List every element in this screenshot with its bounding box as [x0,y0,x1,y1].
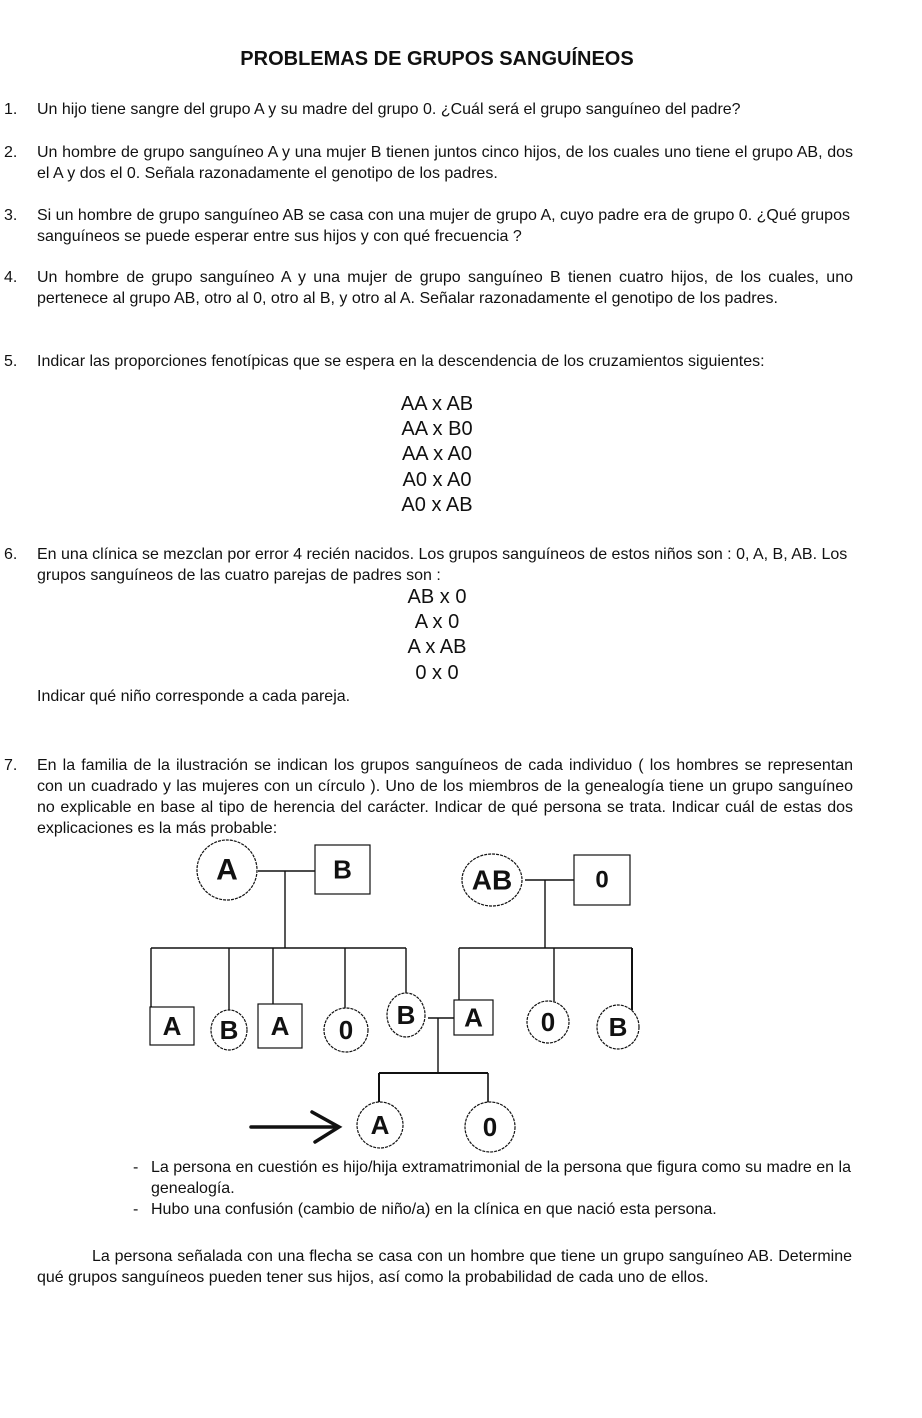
problem-number: 4. [4,269,18,286]
female-node-g1-f2 [462,854,522,906]
female-node-g3-2 [465,1102,515,1152]
cross-item: AA x A0 [401,443,473,466]
blood-group-label: A [162,1011,182,1041]
female-node-g2-5 [387,993,425,1037]
problem-number: 7. [4,757,18,774]
couple-item: AB x 0 [407,586,467,608]
problem-text: En la familia de la ilustración se indican los grupos sanguíneos de cada individuo ( los hombres se representan con un cuadrado y las mujeres con un círculo ). Uno de los miembros de la genealogía tiene un grupo sanguíneo no explicable en base al tipo de herencia del carácter. Indicar de qué persona se trata. Indicar cuál de estas dos explicaciones es la más probable: [37,757,853,837]
male-node-g1-m1 [315,845,370,894]
couple-item: A x 0 [414,611,460,634]
blood-group-label: A [464,1002,483,1033]
blood-group-label: 0 [595,866,609,894]
problem-text: Un hombre de grupo sanguíneo A y una mujer B tienen juntos cinco hijos, de los cuales uno tiene el grupo AB, dos el A y dos el 0. Señala razonadamente el genotipo de los padres. [37,144,853,182]
blood-group-label: 0 [540,1007,556,1037]
dash-icon: - [133,1159,139,1176]
blood-group-label: B [219,1015,239,1045]
problem-6-closing: Indicar qué niño corresponde a cada pareja. [37,688,351,705]
female-node-g1-f1 [197,840,257,900]
couple-item: 0 x 0 [415,661,459,684]
problem-number: 2. [4,144,18,161]
cross-item: A0 x A0 [402,468,472,491]
arrow-icon [251,1112,339,1142]
blood-group-label: 0 [338,1015,354,1045]
problem-text: En una clínica se mezclan por error 4 recién nacidos. Los grupos sanguíneos de estos niños son : 0, A, B, AB. Los grupos sanguíneos de las cuatro parejas de padres son : [37,546,848,584]
explanations-list [133,1157,855,1220]
blood-group-label: A [270,1011,290,1041]
blood-group-label: AB [471,864,513,896]
blood-group-label: B [333,854,352,885]
problem-text: Un hijo tiene sangre del grupo A y su madre del grupo 0. ¿Cuál será el grupo sanguíneo del padre? [37,101,741,118]
blood-group-label: B [396,1000,416,1030]
explanation-item: - Hubo una confusión (cambio de niño/a) en la clínica en que nació esta persona. [133,1201,717,1218]
couple-item: A x AB [407,636,467,659]
blood-group-label: B [608,1012,628,1042]
blood-group-label: A [370,1110,390,1140]
problem-text: Un hombre de grupo sanguíneo A y una mujer de grupo sanguíneo B tienen cuatro hijos, de los cuales, uno pertenece al grupo AB, otro al 0, otro al B, y otro al A. Señalar razonadamente el genotipo de los padres. [37,269,853,307]
male-node-g1-m2 [574,855,630,905]
problem-number: 6. [4,546,18,563]
male-node-g2-1 [150,1007,194,1045]
problem-text: Si un hombre de grupo sanguíneo AB se casa con una mujer de grupo A, cuyo padre era de grupo 0. ¿Qué grupos sanguíneos se puede esperar entre sus hijos y con qué frecuencia ? [37,207,850,245]
page-title: PROBLEMAS DE GRUPOS SANGUÍNEOS [240,48,634,70]
female-node-g3-1 [357,1102,403,1148]
problem-text: Indicar las proporciones fenotípicas que se espera en la descendencia de los cruzamientos siguientes: [37,353,765,370]
female-node-g2-2 [211,1010,247,1050]
male-node-g2-6 [454,1000,493,1035]
female-node-g2-7 [527,1001,569,1043]
cross-item: AA x AB [400,393,474,415]
cross-item: AA x B0 [401,418,473,441]
problem-7-final: La persona señalada con una flecha se casa con un hombre que tiene un grupo sanguíneo AB. Determine qué grupos sanguíneos pueden tener sus hijos, así como la probabilidad de cada uno de ellos. [37,1248,852,1286]
explanation-item: - La persona en cuestión es hijo/hija extramatrimonial de la persona que figura como su madre en la genealogía. [133,1159,851,1197]
male-node-g2-3 [258,1004,302,1048]
problem-number: 1. [4,101,18,118]
problem-number: 5. [4,353,18,370]
female-node-g2-8 [597,1005,639,1049]
problem-number: 3. [4,207,18,224]
blood-group-label: 0 [482,1112,498,1142]
cross-item: A0 x AB [401,493,473,516]
female-node-g2-4 [324,1008,368,1052]
blood-group-label: A [216,853,238,887]
dash-icon: - [133,1201,139,1218]
